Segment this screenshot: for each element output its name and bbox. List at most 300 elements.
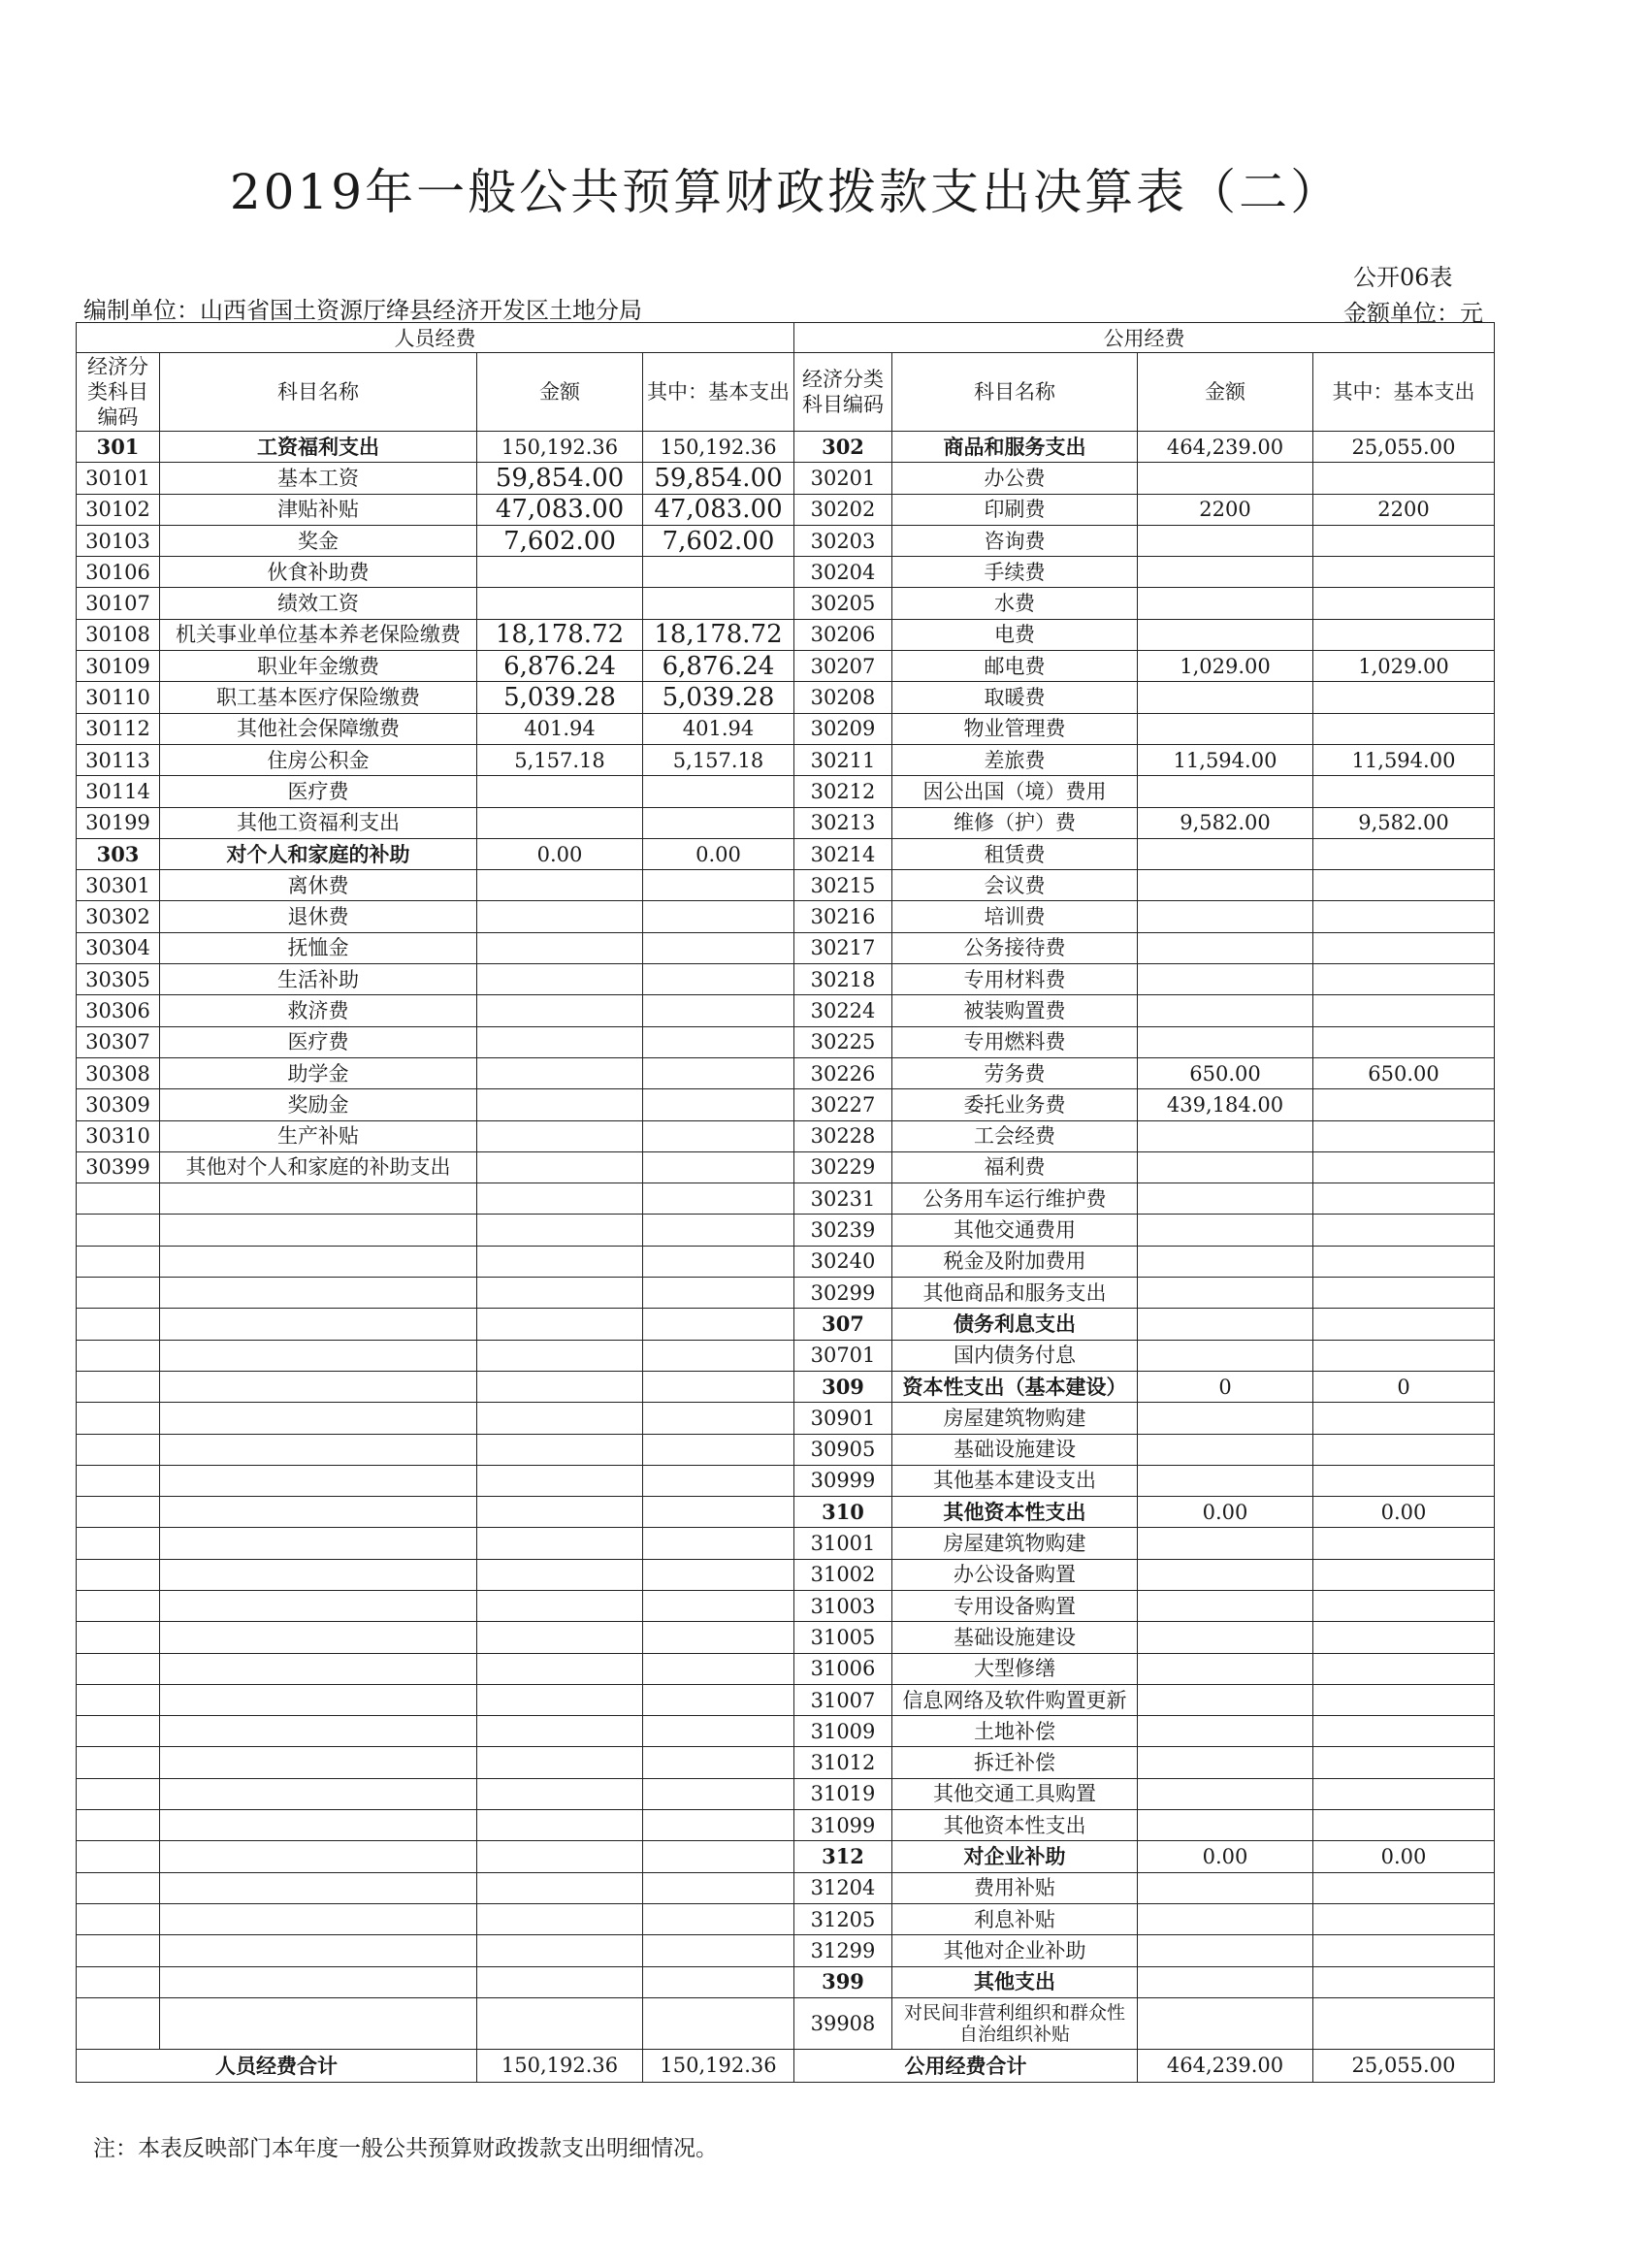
left-code-cell xyxy=(77,1810,160,1841)
left-code-cell xyxy=(77,1684,160,1715)
right-basic-cell xyxy=(1313,1778,1495,1809)
left-code-cell xyxy=(77,1716,160,1747)
left-code-cell: 301 xyxy=(77,432,160,463)
right-basic-cell xyxy=(1313,1465,1495,1496)
left-basic-cell xyxy=(643,1215,794,1246)
right-name-cell: 劳务费 xyxy=(892,1057,1138,1088)
right-amount-cell xyxy=(1138,1434,1313,1465)
left-name-cell: 生产补贴 xyxy=(160,1120,477,1151)
right-basic-cell xyxy=(1313,1997,1495,2049)
left-basic-cell xyxy=(643,1810,794,1841)
left-name-cell: 救济费 xyxy=(160,995,477,1026)
col-code-right: 经济分类科目编码 xyxy=(794,353,892,432)
right-code-cell: 30217 xyxy=(794,932,892,963)
left-basic-cell xyxy=(643,1026,794,1057)
right-basic-cell xyxy=(1313,1716,1495,1747)
left-code-cell xyxy=(77,1559,160,1590)
right-code-cell: 31009 xyxy=(794,1716,892,1747)
right-name-cell: 其他基本建设支出 xyxy=(892,1465,1138,1496)
left-name-cell xyxy=(160,1246,477,1277)
right-code-cell: 30227 xyxy=(794,1089,892,1120)
right-amount-cell xyxy=(1138,1183,1313,1215)
table-row xyxy=(77,1966,1495,1997)
left-basic-cell xyxy=(643,1278,794,1309)
left-amount-cell: 5,039.28 xyxy=(477,682,643,713)
left-code-cell: 30307 xyxy=(77,1026,160,1057)
left-basic-cell xyxy=(643,1089,794,1120)
table-row xyxy=(77,1026,1495,1057)
left-name-cell: 医疗费 xyxy=(160,1026,477,1057)
left-code-cell: 30102 xyxy=(77,494,160,525)
table-row xyxy=(77,1215,1495,1246)
right-name-cell: 其他交通费用 xyxy=(892,1215,1138,1246)
right-name-cell: 物业管理费 xyxy=(892,713,1138,744)
section-personnel: 人员经费 xyxy=(77,323,794,353)
right-name-cell: 基础设施建设 xyxy=(892,1622,1138,1653)
right-amount-cell xyxy=(1138,1653,1313,1684)
table-row xyxy=(77,525,1495,556)
right-basic-cell xyxy=(1313,588,1495,619)
left-amount-cell xyxy=(477,1340,643,1371)
left-code-cell xyxy=(77,1778,160,1809)
left-code-cell: 30109 xyxy=(77,651,160,682)
left-name-cell xyxy=(160,1340,477,1371)
left-amount-cell xyxy=(477,901,643,932)
left-basic-cell xyxy=(643,1465,794,1496)
left-amount-cell xyxy=(477,1089,643,1120)
right-code-cell: 39908 xyxy=(794,1997,892,2049)
right-basic-cell: 1,029.00 xyxy=(1313,651,1495,682)
table-row xyxy=(77,713,1495,744)
right-amount-cell xyxy=(1138,1810,1313,1841)
left-amount-cell xyxy=(477,776,643,807)
right-name-cell: 费用补贴 xyxy=(892,1872,1138,1903)
table-row xyxy=(77,1309,1495,1340)
left-basic-cell xyxy=(643,1434,794,1465)
left-name-cell: 其他社会保障缴费 xyxy=(160,713,477,744)
right-amount-cell xyxy=(1138,1528,1313,1559)
left-basic-cell xyxy=(643,932,794,963)
right-name-cell: 被装购置费 xyxy=(892,995,1138,1026)
table-row xyxy=(77,1403,1495,1434)
left-code-cell: 30399 xyxy=(77,1151,160,1183)
right-amount-cell xyxy=(1138,1747,1313,1778)
left-amount-cell xyxy=(477,1309,643,1340)
left-amount-cell xyxy=(477,588,643,619)
left-amount-cell: 18,178.72 xyxy=(477,619,643,650)
left-name-cell xyxy=(160,1903,477,1934)
right-code-cell: 31019 xyxy=(794,1778,892,1809)
footnote: 注：本表反映部门本年度一般公共预算财政拨款支出明细情况。 xyxy=(93,2136,718,2161)
table-row xyxy=(77,1151,1495,1183)
right-name-cell: 专用材料费 xyxy=(892,964,1138,995)
left-code-cell: 30112 xyxy=(77,713,160,744)
left-amount-cell: 0.00 xyxy=(477,838,643,869)
right-code-cell: 30206 xyxy=(794,619,892,650)
left-code-cell xyxy=(77,1997,160,2049)
left-name-cell xyxy=(160,1183,477,1215)
right-amount-cell xyxy=(1138,588,1313,619)
left-amount-cell xyxy=(477,1465,643,1496)
left-amount-cell xyxy=(477,1559,643,1590)
right-basic-cell xyxy=(1313,1684,1495,1715)
left-name-cell xyxy=(160,1528,477,1559)
right-code-cell: 30213 xyxy=(794,807,892,838)
right-amount-cell xyxy=(1138,619,1313,650)
right-basic-cell xyxy=(1313,1026,1495,1057)
right-basic-cell: 0 xyxy=(1313,1371,1495,1402)
left-code-cell: 30110 xyxy=(77,682,160,713)
right-amount-cell xyxy=(1138,901,1313,932)
left-code-cell xyxy=(77,1966,160,1997)
left-name-cell: 住房公积金 xyxy=(160,744,477,775)
right-code-cell: 30905 xyxy=(794,1434,892,1465)
left-code-cell xyxy=(77,1434,160,1465)
left-name-cell xyxy=(160,1497,477,1528)
right-code-cell: 31007 xyxy=(794,1684,892,1715)
left-amount-cell xyxy=(477,1278,643,1309)
right-basic-cell xyxy=(1313,1151,1495,1183)
left-name-cell xyxy=(160,1747,477,1778)
left-code-cell: 30302 xyxy=(77,901,160,932)
right-code-cell: 310 xyxy=(794,1497,892,1528)
left-basic-cell xyxy=(643,1872,794,1903)
right-name-cell: 专用设备购置 xyxy=(892,1590,1138,1621)
right-amount-cell xyxy=(1138,1966,1313,1997)
left-basic-cell xyxy=(643,557,794,588)
unit-label: 金额单位：元 xyxy=(1343,300,1483,327)
left-amount-cell xyxy=(477,870,643,901)
right-code-cell: 309 xyxy=(794,1371,892,1402)
left-code-cell: 30107 xyxy=(77,588,160,619)
section-header-row xyxy=(77,323,1495,353)
right-basic-cell xyxy=(1313,713,1495,744)
left-basic-cell xyxy=(643,1841,794,1872)
right-basic-cell xyxy=(1313,1590,1495,1621)
section-public: 公用经费 xyxy=(794,323,1495,353)
right-amount-cell xyxy=(1138,995,1313,1026)
left-basic-cell xyxy=(643,1497,794,1528)
right-name-cell: 办公设备购置 xyxy=(892,1559,1138,1590)
right-amount-cell xyxy=(1138,1151,1313,1183)
col-name-left: 科目名称 xyxy=(160,353,477,432)
left-code-cell xyxy=(77,1841,160,1872)
left-name-cell: 医疗费 xyxy=(160,776,477,807)
left-code-cell: 30106 xyxy=(77,557,160,588)
left-amount-cell xyxy=(477,1371,643,1402)
right-code-cell: 30204 xyxy=(794,557,892,588)
right-basic-cell xyxy=(1313,1340,1495,1371)
right-name-cell: 工会经费 xyxy=(892,1120,1138,1151)
left-basic-cell xyxy=(643,1716,794,1747)
table-row xyxy=(77,588,1495,619)
left-code-cell xyxy=(77,1465,160,1496)
right-basic-cell xyxy=(1313,1872,1495,1903)
right-code-cell: 30203 xyxy=(794,525,892,556)
table-row xyxy=(77,1497,1495,1528)
right-amount-cell: 439,184.00 xyxy=(1138,1089,1313,1120)
right-code-cell: 31003 xyxy=(794,1590,892,1621)
right-name-cell: 水费 xyxy=(892,588,1138,619)
right-name-cell: 对民间非营利组织和群众性自治组织补贴 xyxy=(892,1997,1138,2049)
column-header-row xyxy=(77,353,1495,432)
left-amount-cell: 6,876.24 xyxy=(477,651,643,682)
right-name-cell: 大型修缮 xyxy=(892,1653,1138,1684)
right-basic-cell xyxy=(1313,1403,1495,1434)
left-name-cell xyxy=(160,1434,477,1465)
left-code-cell xyxy=(77,1935,160,1966)
table-row xyxy=(77,682,1495,713)
table-row xyxy=(77,1089,1495,1120)
right-amount-cell xyxy=(1138,870,1313,901)
right-basic-cell xyxy=(1313,932,1495,963)
left-amount-cell xyxy=(477,1057,643,1088)
left-name-cell xyxy=(160,1465,477,1496)
right-code-cell: 30226 xyxy=(794,1057,892,1088)
right-name-cell: 印刷费 xyxy=(892,494,1138,525)
right-amount-cell xyxy=(1138,557,1313,588)
left-amount-cell xyxy=(477,1183,643,1215)
right-basic-cell xyxy=(1313,525,1495,556)
table-row xyxy=(77,1278,1495,1309)
left-code-cell: 30309 xyxy=(77,1089,160,1120)
totals-row xyxy=(77,2049,1495,2082)
table-row xyxy=(77,1747,1495,1778)
right-name-cell: 房屋建筑物购建 xyxy=(892,1528,1138,1559)
right-name-cell: 其他对企业补助 xyxy=(892,1935,1138,1966)
right-basic-cell xyxy=(1313,838,1495,869)
left-basic-cell xyxy=(643,1997,794,2049)
left-amount-cell xyxy=(477,964,643,995)
right-name-cell: 对企业补助 xyxy=(892,1841,1138,1872)
left-name-cell: 基本工资 xyxy=(160,463,477,494)
left-amount-cell xyxy=(477,1903,643,1934)
left-code-cell xyxy=(77,1528,160,1559)
public-total-label: 公用经费合计 xyxy=(794,2049,1138,2082)
left-name-cell xyxy=(160,1716,477,1747)
left-amount-cell xyxy=(477,1622,643,1653)
right-basic-cell xyxy=(1313,1309,1495,1340)
left-name-cell xyxy=(160,1966,477,1997)
right-basic-cell xyxy=(1313,1747,1495,1778)
right-basic-cell xyxy=(1313,1215,1495,1246)
left-name-cell: 工资福利支出 xyxy=(160,432,477,463)
left-basic-cell: 5,157.18 xyxy=(643,744,794,775)
right-name-cell: 其他商品和服务支出 xyxy=(892,1278,1138,1309)
right-name-cell: 公务用车运行维护费 xyxy=(892,1183,1138,1215)
page-title: 2019年一般公共预算财政拨款支出决算表（二） xyxy=(229,164,1342,220)
left-code-cell: 30114 xyxy=(77,776,160,807)
left-basic-cell xyxy=(643,1120,794,1151)
table-row xyxy=(77,651,1495,682)
left-code-cell xyxy=(77,1278,160,1309)
right-name-cell: 基础设施建设 xyxy=(892,1434,1138,1465)
col-amount-right: 金额 xyxy=(1138,353,1313,432)
table-row xyxy=(77,776,1495,807)
left-amount-cell xyxy=(477,1684,643,1715)
right-code-cell: 30701 xyxy=(794,1340,892,1371)
table-row xyxy=(77,901,1495,932)
right-basic-cell xyxy=(1313,901,1495,932)
right-basic-cell xyxy=(1313,1120,1495,1151)
right-name-cell: 其他资本性支出 xyxy=(892,1497,1138,1528)
left-basic-cell: 6,876.24 xyxy=(643,651,794,682)
left-amount-cell xyxy=(477,995,643,1026)
right-code-cell: 30201 xyxy=(794,463,892,494)
left-name-cell: 津贴补贴 xyxy=(160,494,477,525)
left-basic-cell xyxy=(643,776,794,807)
table-row xyxy=(77,1872,1495,1903)
right-basic-cell: 2200 xyxy=(1313,494,1495,525)
right-code-cell: 30207 xyxy=(794,651,892,682)
right-code-cell: 312 xyxy=(794,1841,892,1872)
left-name-cell xyxy=(160,1653,477,1684)
right-code-cell: 30202 xyxy=(794,494,892,525)
table-row xyxy=(77,1935,1495,1966)
right-amount-cell: 464,239.00 xyxy=(1138,432,1313,463)
right-code-cell: 30211 xyxy=(794,744,892,775)
right-basic-cell xyxy=(1313,682,1495,713)
right-amount-cell xyxy=(1138,1935,1313,1966)
left-basic-cell xyxy=(643,901,794,932)
left-name-cell: 对个人和家庭的补助 xyxy=(160,838,477,869)
table-row xyxy=(77,1465,1495,1496)
personnel-total-label: 人员经费合计 xyxy=(77,2049,477,2082)
right-name-cell: 会议费 xyxy=(892,870,1138,901)
col-amount-left: 金额 xyxy=(477,353,643,432)
right-amount-cell: 0.00 xyxy=(1138,1497,1313,1528)
right-basic-cell xyxy=(1313,995,1495,1026)
right-amount-cell: 9,582.00 xyxy=(1138,807,1313,838)
right-name-cell: 利息补贴 xyxy=(892,1903,1138,1934)
left-basic-cell xyxy=(643,870,794,901)
right-amount-cell xyxy=(1138,1716,1313,1747)
left-amount-cell xyxy=(477,1246,643,1277)
right-basic-cell xyxy=(1313,1935,1495,1966)
table-row xyxy=(77,1841,1495,1872)
right-amount-cell xyxy=(1138,1215,1313,1246)
right-amount-cell: 11,594.00 xyxy=(1138,744,1313,775)
left-code-cell xyxy=(77,1903,160,1934)
right-code-cell: 30205 xyxy=(794,588,892,619)
left-name-cell: 绩效工资 xyxy=(160,588,477,619)
right-code-cell: 30239 xyxy=(794,1215,892,1246)
left-basic-cell xyxy=(643,1590,794,1621)
col-code-left: 经济分类科目编码 xyxy=(77,353,160,432)
table-row xyxy=(77,1559,1495,1590)
right-amount-cell xyxy=(1138,1340,1313,1371)
left-basic-cell: 18,178.72 xyxy=(643,619,794,650)
right-code-cell: 30215 xyxy=(794,870,892,901)
right-basic-cell xyxy=(1313,870,1495,901)
right-basic-cell xyxy=(1313,1810,1495,1841)
left-basic-cell xyxy=(643,1183,794,1215)
left-basic-cell xyxy=(643,1340,794,1371)
right-basic-cell xyxy=(1313,619,1495,650)
table-row xyxy=(77,1716,1495,1747)
right-amount-cell xyxy=(1138,463,1313,494)
right-basic-cell xyxy=(1313,557,1495,588)
left-code-cell: 30103 xyxy=(77,525,160,556)
left-amount-cell xyxy=(477,1966,643,1997)
left-name-cell: 其他对个人和家庭的补助支出 xyxy=(160,1151,477,1183)
right-amount-cell xyxy=(1138,964,1313,995)
left-amount-cell xyxy=(477,557,643,588)
right-name-cell: 房屋建筑物购建 xyxy=(892,1403,1138,1434)
table-row xyxy=(77,1684,1495,1715)
right-code-cell: 30299 xyxy=(794,1278,892,1309)
left-basic-cell: 0.00 xyxy=(643,838,794,869)
left-code-cell: 30305 xyxy=(77,964,160,995)
left-basic-cell xyxy=(643,1371,794,1402)
right-basic-cell xyxy=(1313,1528,1495,1559)
left-amount-cell xyxy=(477,1434,643,1465)
left-basic-cell: 401.94 xyxy=(643,713,794,744)
left-code-cell: 30301 xyxy=(77,870,160,901)
table-body xyxy=(77,432,1495,2050)
right-amount-cell: 650.00 xyxy=(1138,1057,1313,1088)
right-amount-cell xyxy=(1138,525,1313,556)
right-amount-cell: 0.00 xyxy=(1138,1841,1313,1872)
right-basic-cell xyxy=(1313,1089,1495,1120)
left-amount-cell xyxy=(477,1872,643,1903)
right-amount-cell: 0 xyxy=(1138,1371,1313,1402)
table-row xyxy=(77,1371,1495,1402)
left-name-cell xyxy=(160,1872,477,1903)
left-basic-cell xyxy=(643,964,794,995)
right-amount-cell xyxy=(1138,1590,1313,1621)
right-amount-cell xyxy=(1138,1903,1313,1934)
left-name-cell: 奖励金 xyxy=(160,1089,477,1120)
left-amount-cell xyxy=(477,807,643,838)
left-code-cell xyxy=(77,1215,160,1246)
right-basic-cell xyxy=(1313,1966,1495,1997)
left-code-cell: 30310 xyxy=(77,1120,160,1151)
right-amount-cell xyxy=(1138,1778,1313,1809)
left-amount-cell xyxy=(477,1997,643,2049)
left-code-cell xyxy=(77,1653,160,1684)
left-basic-cell: 5,039.28 xyxy=(643,682,794,713)
right-name-cell: 公务接待费 xyxy=(892,932,1138,963)
right-code-cell: 31099 xyxy=(794,1810,892,1841)
left-basic-cell xyxy=(643,1559,794,1590)
table-row xyxy=(77,1903,1495,1934)
right-name-cell: 国内债务付息 xyxy=(892,1340,1138,1371)
right-code-cell: 30229 xyxy=(794,1151,892,1183)
right-amount-cell xyxy=(1138,1309,1313,1340)
organization-label: 编制单位：山西省国土资源厅绛县经济开发区土地分局 xyxy=(83,297,642,324)
left-basic-cell xyxy=(643,1403,794,1434)
table-row xyxy=(77,807,1495,838)
table-row xyxy=(77,870,1495,901)
left-basic-cell xyxy=(643,995,794,1026)
left-amount-cell xyxy=(477,1841,643,1872)
right-amount-cell xyxy=(1138,1403,1313,1434)
right-code-cell: 30224 xyxy=(794,995,892,1026)
left-basic-cell xyxy=(643,1622,794,1653)
right-name-cell: 福利费 xyxy=(892,1151,1138,1183)
left-code-cell: 30113 xyxy=(77,744,160,775)
left-name-cell: 助学金 xyxy=(160,1057,477,1088)
left-code-cell xyxy=(77,1872,160,1903)
left-amount-cell: 401.94 xyxy=(477,713,643,744)
right-code-cell: 31001 xyxy=(794,1528,892,1559)
right-name-cell: 土地补偿 xyxy=(892,1716,1138,1747)
right-basic-cell xyxy=(1313,1903,1495,1934)
left-amount-cell xyxy=(477,1716,643,1747)
right-name-cell: 培训费 xyxy=(892,901,1138,932)
left-amount-cell: 5,157.18 xyxy=(477,744,643,775)
